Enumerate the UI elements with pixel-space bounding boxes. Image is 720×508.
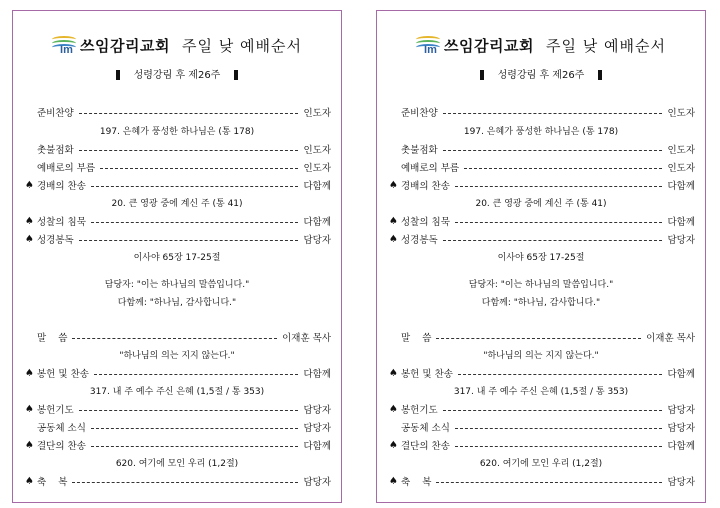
dotted-leader xyxy=(464,168,662,169)
order-item-label: 준비찬양 xyxy=(37,108,74,119)
order-item-leader: 다함께 xyxy=(303,369,331,380)
spade-icon: ♠ xyxy=(25,439,34,451)
bulletin-header xyxy=(377,35,705,56)
order-item-label: 봉헌기도 xyxy=(37,405,74,416)
order-item xyxy=(389,178,695,192)
spade-icon: ♠ xyxy=(389,367,398,379)
order-item-label: 촛불점화 xyxy=(37,145,74,156)
right-bar-mark xyxy=(598,70,602,80)
order-item xyxy=(389,214,695,228)
order-note: 담당자: "이는 하나님의 말씀입니다." xyxy=(104,280,250,290)
dotted-leader xyxy=(458,374,663,375)
order-item-leader: 인도자 xyxy=(303,145,331,156)
order-item xyxy=(25,160,331,174)
dotted-leader xyxy=(436,482,662,483)
order-note: 197. 은혜가 풍성한 하나님은 (통 178) xyxy=(463,127,619,137)
order-note: 317. 내 주 예수 주신 은혜 (1,5절 / 통 353) xyxy=(453,387,629,397)
dotted-leader xyxy=(100,168,298,169)
dotted-leader xyxy=(79,150,299,151)
order-item-label: 성찰의 침묵 xyxy=(401,217,450,228)
order-item xyxy=(25,105,331,119)
order-item-leader: 인도자 xyxy=(667,145,695,156)
church-logo-icon xyxy=(52,36,78,56)
dotted-leader xyxy=(443,240,663,241)
spade-icon: ♠ xyxy=(25,215,34,227)
dotted-leader xyxy=(79,240,299,241)
order-item xyxy=(389,142,695,156)
order-item-leader: 담당자 xyxy=(303,405,331,416)
order-item-label: 결단의 찬송 xyxy=(37,441,86,452)
order-item xyxy=(25,142,331,156)
order-item xyxy=(389,330,695,344)
order-item-leader: 담당자 xyxy=(303,477,331,488)
service-title: 주일 낮 예배순서 xyxy=(545,37,666,55)
order-item-label: 봉헌 및 찬송 xyxy=(401,369,453,380)
dotted-leader xyxy=(455,222,663,223)
order-item-label: 축 복 xyxy=(401,477,432,488)
order-item xyxy=(25,438,331,452)
order-item xyxy=(389,232,695,246)
order-item-label: 촛불점화 xyxy=(401,145,438,156)
church-name: 쓰임감리교회 xyxy=(444,37,534,55)
order-item xyxy=(25,214,331,228)
dotted-leader xyxy=(91,428,299,429)
order-item-label: 성경봉독 xyxy=(401,235,438,246)
order-note: 이사야 65장 17-25절 xyxy=(133,253,221,263)
order-item xyxy=(25,232,331,246)
spade-icon: ♠ xyxy=(25,179,34,191)
order-item-label: 성찰의 침묵 xyxy=(37,217,86,228)
logo-text: Im xyxy=(60,43,73,56)
dotted-leader xyxy=(79,113,299,114)
order-note: 20. 큰 영광 중에 계신 주 (통 41) xyxy=(111,199,243,209)
order-item-label: 공동체 소식 xyxy=(37,423,86,434)
order-item-label: 축 복 xyxy=(37,477,68,488)
order-item-leader: 인도자 xyxy=(303,108,331,119)
order-note: 담당자: "이는 하나님의 말씀입니다." xyxy=(468,280,614,290)
order-item-label: 공동체 소식 xyxy=(401,423,450,434)
order-item-leader: 담당자 xyxy=(667,235,695,246)
order-item xyxy=(389,402,695,416)
order-item-label: 예배로의 부름 xyxy=(37,163,96,174)
order-item-leader: 다함께 xyxy=(667,181,695,192)
order-note: 이사야 65장 17-25절 xyxy=(497,253,585,263)
order-item-leader: 담당자 xyxy=(667,423,695,434)
service-title: 주일 낮 예배순서 xyxy=(181,37,302,55)
spade-icon: ♠ xyxy=(25,233,34,245)
order-item-leader: 다함께 xyxy=(667,369,695,380)
spade-icon: ♠ xyxy=(25,367,34,379)
order-item-leader: 인도자 xyxy=(303,163,331,174)
church-name: 쓰임감리교회 xyxy=(80,37,170,55)
order-item-leader: 담당자 xyxy=(303,235,331,246)
order-item-leader: 인도자 xyxy=(667,163,695,174)
order-item-leader: 담당자 xyxy=(303,423,331,434)
order-item xyxy=(25,178,331,192)
left-bar-mark xyxy=(116,70,120,80)
order-item xyxy=(389,474,695,488)
spade-icon: ♠ xyxy=(389,233,398,245)
order-item-label: 예배로의 부름 xyxy=(401,163,460,174)
left-bar-mark xyxy=(480,70,484,80)
right-bar-mark xyxy=(234,70,238,80)
order-item-leader: 이재훈 목사 xyxy=(646,333,695,344)
dotted-leader xyxy=(72,338,277,339)
order-item-label: 봉헌기도 xyxy=(401,405,438,416)
order-item xyxy=(25,474,331,488)
order-item-leader: 다함께 xyxy=(667,217,695,228)
logo-text: Im xyxy=(424,43,437,56)
dotted-leader xyxy=(443,150,663,151)
spade-icon: ♠ xyxy=(389,403,398,415)
spade-icon: ♠ xyxy=(389,475,398,487)
order-item-label: 성경봉독 xyxy=(37,235,74,246)
order-item-leader: 다함께 xyxy=(303,217,331,228)
order-item-leader: 다함께 xyxy=(667,441,695,452)
dotted-leader xyxy=(91,222,299,223)
order-item xyxy=(25,420,331,434)
church-logo-icon xyxy=(416,36,442,56)
season-text: 성령강림 후 제26주 xyxy=(497,70,585,81)
dotted-leader xyxy=(72,482,298,483)
bulletin-right xyxy=(376,10,706,503)
spade-icon: ♠ xyxy=(25,403,34,415)
spade-icon: ♠ xyxy=(389,179,398,191)
dotted-leader xyxy=(94,374,299,375)
order-item-leader: 담당자 xyxy=(667,477,695,488)
dotted-leader xyxy=(455,428,663,429)
order-item xyxy=(389,420,695,434)
dotted-leader xyxy=(455,186,663,187)
order-item-leader: 인도자 xyxy=(667,108,695,119)
order-item-label: 경배의 찬송 xyxy=(401,181,450,192)
order-item-leader: 다함께 xyxy=(303,181,331,192)
order-item xyxy=(25,402,331,416)
order-item-label: 결단의 찬송 xyxy=(401,441,450,452)
order-note: 620. 여기에 모인 우리 (1,2절) xyxy=(479,459,603,469)
spade-icon: ♠ xyxy=(389,439,398,451)
order-note: 다함께: "하나님, 감사합니다." xyxy=(481,298,601,308)
order-note: "하나님의 의는 지지 않는다." xyxy=(119,351,235,361)
bulletin-header xyxy=(13,35,341,56)
dotted-leader xyxy=(79,410,299,411)
order-item-label: 준비찬양 xyxy=(401,108,438,119)
dotted-leader xyxy=(91,446,299,447)
order-note: 317. 내 주 예수 주신 은혜 (1,5절 / 통 353) xyxy=(89,387,265,397)
order-item xyxy=(389,366,695,380)
spade-icon: ♠ xyxy=(25,475,34,487)
order-item xyxy=(389,105,695,119)
order-item-leader: 이재훈 목사 xyxy=(282,333,331,344)
order-note: 197. 은혜가 풍성한 하나님은 (통 178) xyxy=(99,127,255,137)
order-item xyxy=(25,330,331,344)
season-subtitle xyxy=(13,66,341,81)
order-item xyxy=(25,366,331,380)
season-text: 성령강림 후 제26주 xyxy=(133,70,221,81)
order-note: "하나님의 의는 지지 않는다." xyxy=(483,351,599,361)
order-item-label: 경배의 찬송 xyxy=(37,181,86,192)
order-note: 20. 큰 영광 중에 계신 주 (통 41) xyxy=(475,199,607,209)
order-item-label: 봉헌 및 찬송 xyxy=(37,369,89,380)
dotted-leader xyxy=(443,113,663,114)
order-item xyxy=(389,438,695,452)
dotted-leader xyxy=(443,410,663,411)
season-subtitle xyxy=(377,66,705,81)
order-item-label: 말 씀 xyxy=(401,333,432,344)
order-item-label: 말 씀 xyxy=(37,333,68,344)
dotted-leader xyxy=(91,186,299,187)
order-note: 다함께: "하나님, 감사합니다." xyxy=(117,298,237,308)
dotted-leader xyxy=(436,338,641,339)
order-item-leader: 다함께 xyxy=(303,441,331,452)
order-item xyxy=(389,160,695,174)
order-note: 620. 여기에 모인 우리 (1,2절) xyxy=(115,459,239,469)
dotted-leader xyxy=(455,446,663,447)
spade-icon: ♠ xyxy=(389,215,398,227)
order-item-leader: 담당자 xyxy=(667,405,695,416)
bulletin-left xyxy=(12,10,342,503)
